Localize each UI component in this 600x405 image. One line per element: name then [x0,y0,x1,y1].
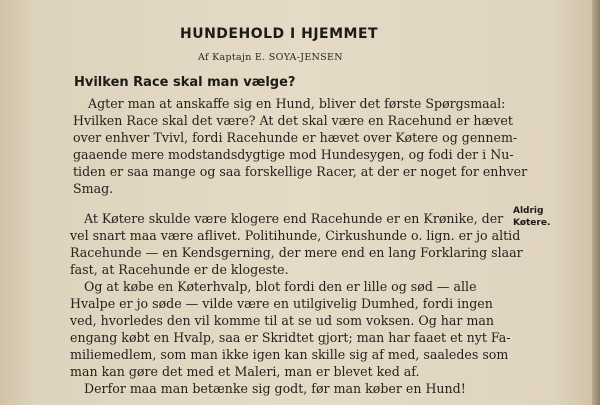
text-line: fast, at Racehunde er de klogeste. [70,262,289,277]
text-line: Hvilken Race skal det være? At det skal være en Racehund er hævet [73,113,513,128]
text-line: Smag. [73,181,114,196]
text-line: engang købt en Hvalp, saa er Skridtet gjort; man har faaet et nyt Fa- [70,330,511,345]
section-heading: Hvilken Race skal man vælge? [74,75,296,90]
text-line: man kan gøre det med et Maleri, man er blevet ked af. [70,364,420,379]
text-line: Hvalpe er jo søde — vilde være en utilgivelig Dumhed, fordi ingen [70,296,493,311]
margin-note-line: Køtere. [513,218,551,228]
text-line: Racehunde — en Kendsgerning, der mere end en lang Forklaring slaar [70,245,523,260]
text-line: Og at købe en Køterhvalp, blot fordi den er lille og sød — alle [84,279,477,294]
text-line: vel snart maa være aflivet. Politihunde, Cirkushunde o. lign. er jo altid [70,228,521,243]
text-line: Agter man at anskaffe sig en Hund, bliver det første Spørgsmaal: [88,96,506,111]
text-line: At Køtere skulde være klogere end Racehunde er en Krønike, der [84,211,504,226]
article-title: HUNDEHOLD I HJEMMET [180,26,379,42]
article-byline: Af Kaptajn E. SOYA-JENSEN [198,52,343,63]
text-line: over enhver Tvivl, fordi Racehunde er hævet over Køtere og gennem- [73,130,518,145]
margin-note-line: Aldrig [513,206,544,216]
text-line: ved, hvorledes den vil komme til at se ud som voksen. Og har man [70,313,495,328]
text-line: Derfor maa man betænke sig godt, før man køber en Hund! [84,381,466,396]
text-line: tiden er saa mange og saa forskellige Racer, at der er noget for enhver [73,164,528,179]
text-line: gaaende mere modstandsdygtige mod Hundesygen, og fodi der i Nu- [73,147,514,162]
text-line: miliemedlem, som man ikke igen kan skille sig af med, saaledes som [70,347,509,362]
page-edge [592,0,600,405]
